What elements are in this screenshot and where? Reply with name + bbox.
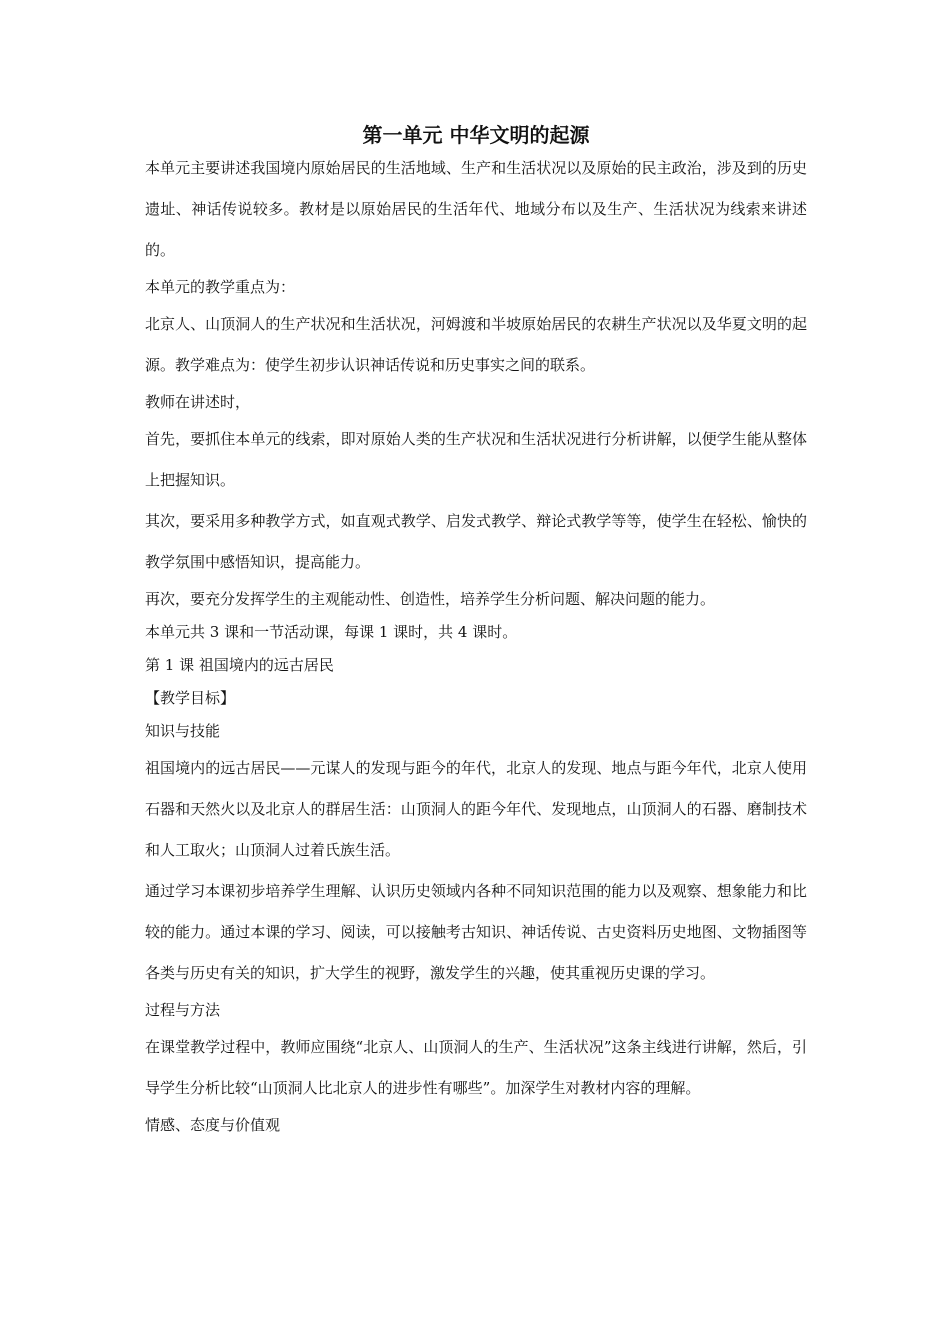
document-title: 第一单元 中华文明的起源 <box>362 123 590 147</box>
paragraph-unit-overview: 本单元主要讲述我国境内原始居民的生活地域、生产和生活状况以及原始的民主政治，涉及到的历史遗址、神话传说较多。教材是以原始居民的生活年代、地域分布以及生产、生活状况为线索来讲述的。 <box>145 159 807 259</box>
paragraph-knowledge-skills: 祖国境内的远古居民——元谋人的发现与距今的年代，北京人的发现、地点与距今年代，北京人使用石器和天然火以及北京人的群居生活：山顶洞人的距今年代、发现地点，山顶洞人的石器、磨制技术和人工取火；山顶洞人过着氏族生活。 <box>145 759 807 859</box>
paragraph-lesson-count: 本单元共 3 课和一节活动课，每课 1 课时，共 4 课时。 <box>145 623 518 641</box>
lesson-heading: 第 1 课 祖国境内的远古居民 <box>145 656 334 674</box>
subheading-process-methods: 过程与方法 <box>145 1001 221 1019</box>
subheading-knowledge-skills: 知识与技能 <box>145 722 221 740</box>
paragraph-abilities: 通过学习本课初步培养学生理解、认识历史领域内各种不同知识范围的能力以及观察、想象能力和比较的能力。通过本课的学习、阅读，可以接触考古知识、神话传说、古史资料历史地图、文物插图等各类与历史有关的知识，扩大学生的视野，激发学生的兴趣，使其重视历史课的学习。 <box>145 882 807 982</box>
paragraph-key-points-label: 本单元的教学重点为： <box>145 278 296 296</box>
paragraph-teacher-intro: 教师在讲述时， <box>145 393 251 411</box>
subheading-emotion-values: 情感、态度与价值观 <box>145 1116 281 1134</box>
paragraph-key-points: 北京人、山顶洞人的生产状况和生活状况，河姆渡和半坡原始居民的农耕生产状况以及华夏文明的起源。教学难点为：使学生初步认识神话传说和历史事实之间的联系。 <box>145 315 807 374</box>
paragraph-first: 首先，要抓住本单元的线索，即对原始人类的生产状况和生活状况进行分析讲解，以便学生能从整体上把握知识。 <box>145 430 807 489</box>
document-page <box>145 122 807 1142</box>
paragraph-second: 其次，要采用多种教学方式，如直观式教学、启发式教学、辩论式教学等等，使学生在轻松、愉快的教学氛围中感悟知识，提高能力。 <box>145 512 807 571</box>
paragraph-third: 再次，要充分发挥学生的主观能动性、创造性，培养学生分析问题、解决问题的能力。 <box>145 590 716 608</box>
section-heading-objectives: 【教学目标】 <box>145 689 236 707</box>
paragraph-process-methods: 在课堂教学过程中，教师应围绕“北京人、山顶洞人的生产、生活状况”这条主线进行讲解，然后，引导学生分析比较“山顶洞人比北京人的进步性有哪些”。加深学生对教材内容的理解。 <box>145 1038 807 1097</box>
